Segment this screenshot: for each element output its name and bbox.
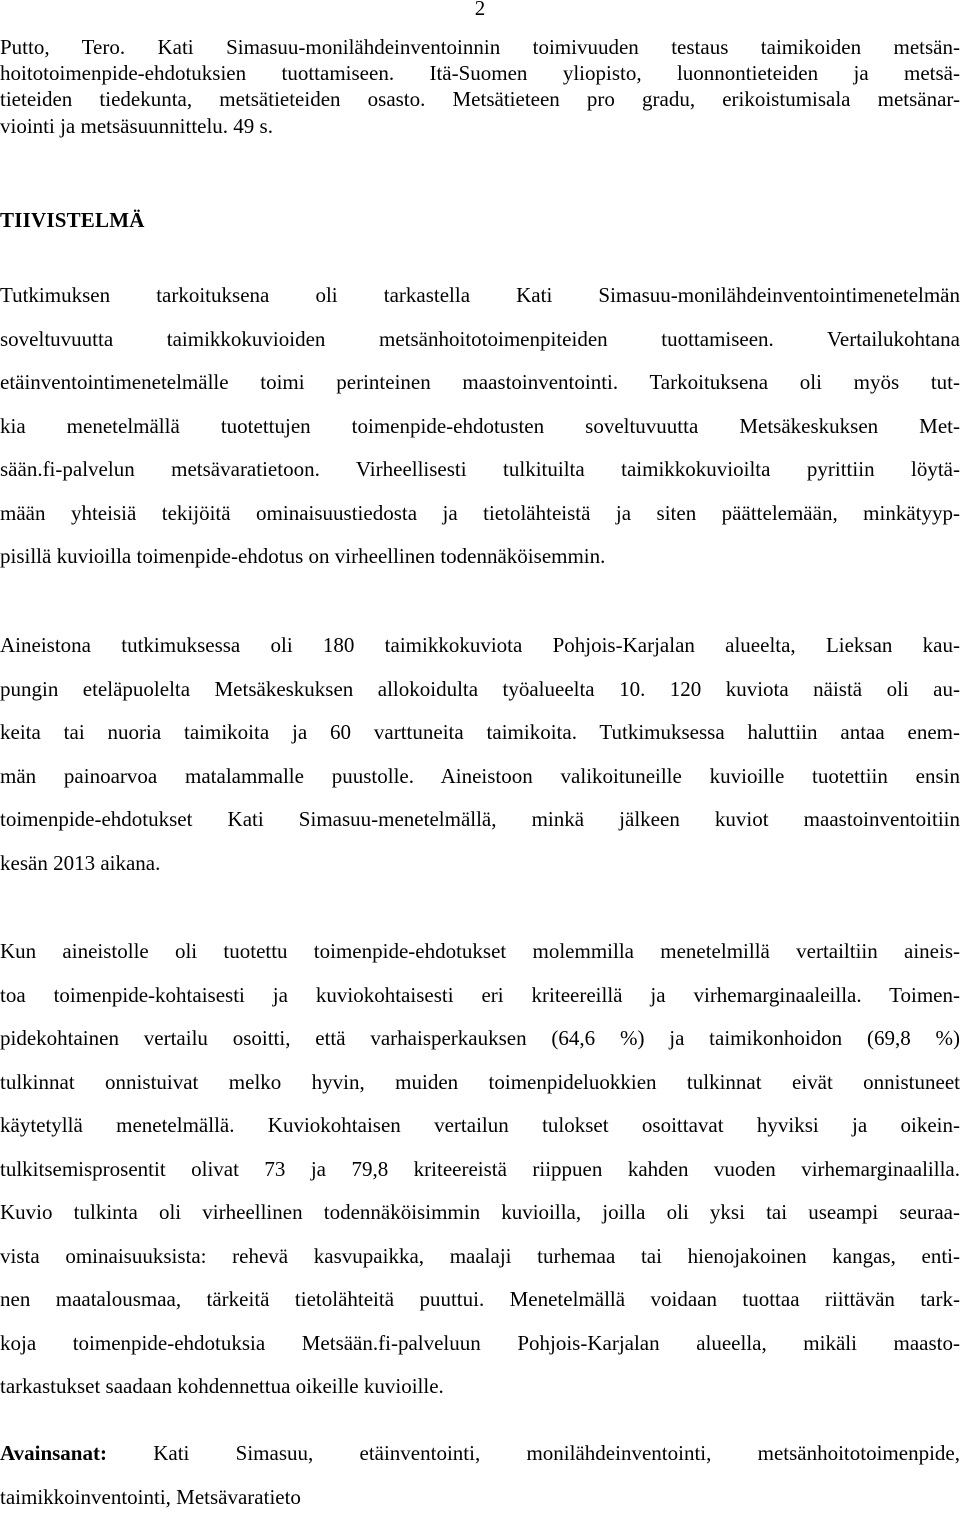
paragraph-line: män painoarvoa matalammalle puustolle. Aineistoon valikoituneille kuvioille tuotettiin ensin	[0, 763, 960, 788]
paragraph-line: tarkastukset saadaan kohdennettua oikeille kuvioille.	[0, 1374, 444, 1398]
paragraph-line: Kuvio tulkinta oli virheellinen todennäköisimmin kuvioilla, joilla oli yksi tai useampi seuraa-	[0, 1200, 960, 1224]
paragraph-line: pungin eteläpuolelta Metsäkeskuksen allokoidulta työalueelta 10. 120 kuviota näistä oli au-	[0, 676, 960, 701]
page-number: 2	[474, 0, 486, 20]
paragraph-line: nen maatalousmaa, tärkeitä tietolähteitä puuttui. Menetelmällä voidaan tuottaa riittävän tark-	[0, 1287, 960, 1311]
paragraph-line: kia menetelmällä tuotettujen toimenpide-ehdotusten soveltuvuutta Metsäkeskuksen Met-	[0, 413, 960, 438]
paragraph-line: käytetyllä menetelmällä. Kuviokohtaisen vertailun tulokset osoittavat hyviksi ja oikein-	[0, 1113, 960, 1137]
paragraph-line: soveltuvuutta taimikkokuvioiden metsänhoitotoimenpiteiden tuottamiseen. Vertailukohtana	[0, 326, 960, 351]
paragraph-line: mään yhteisiä tekijöitä ominaisuustiedosta ja tietolähteistä ja siten päättelemään, minkätyyp-	[0, 500, 960, 525]
paragraph-line: toa toimenpide-kohtaisesti ja kuviokohtaisesti eri kriteereillä ja virhemarginaaleilla. Toimen-	[0, 982, 960, 1007]
paragraph-line: kesän 2013 aikana.	[0, 850, 161, 875]
keywords-line-1	[0, 1432, 960, 1476]
paragraph-line: tulkitsemisprosentit olivat 73 ja 79,8 kriteereistä riippuen kahden vuoden virhemarginaalilla.	[0, 1156, 960, 1181]
paragraph-line: pidekohtainen vertailu osoitti, että varhaisperkauksen (64,6 %) ja taimikonhoidon (69,8 %)	[0, 1026, 960, 1050]
abstract-paragraph-3	[0, 930, 960, 1409]
reference-line: Putto, Tero. Kati Simasuu-monilähdeinventoinnin toimivuuden testaus taimikoiden metsän-	[0, 35, 960, 59]
keywords-label: Avainsanat:	[0, 1441, 107, 1465]
reference-line: viointi ja metsäsuunnittelu. 49 s.	[0, 113, 273, 138]
paragraph-line: keita tai nuoria taimikoita ja 60 varttuneita taimikoita. Tutkimuksessa haluttiin antaa enem-	[0, 720, 960, 744]
keywords	[0, 1432, 960, 1519]
reference-line: tieteiden tiedekunta, metsätieteiden osasto. Metsätieteen pro gradu, erikoistumisala metsänar-	[0, 87, 960, 112]
keywords-line-2: taimikkoinventointi, Metsävaratieto	[0, 1484, 301, 1509]
paragraph-line: pisillä kuvioilla toimenpide-ehdotus on virheellinen todennäköisemmin.	[0, 544, 606, 568]
keywords-text: Kati Simasuu, etäinventointi, monilähdeinventointi, metsänhoitotoimenpide,	[153, 1441, 960, 1465]
paragraph-line: etäinventointimenetelmälle toimi perinteinen maastoinventointi. Tarkoituksena oli myös tut-	[0, 370, 960, 394]
paragraph-line: toimenpide-ehdotukset Kati Simasuu-menetelmällä, minkä jälkeen kuviot maastoinventoitiin	[0, 807, 960, 831]
paragraph-line: sään.fi-palvelun metsävaratietoon. Virheellisesti tulkituilta taimikkokuvioilta pyrittiin löytä-	[0, 457, 960, 481]
paragraph-line: koja toimenpide-ehdotuksia Metsään.fi-palveluun Pohjois-Karjalan alueella, mikäli maasto-	[0, 1330, 960, 1355]
bibliographic-reference	[0, 34, 960, 139]
paragraph-line: tulkinnat onnistuivat melko hyvin, muiden toimenpideluokkien tulkinnat eivät onnistuneet	[0, 1069, 960, 1094]
paragraph-line: Kun aineistolle oli tuotettu toimenpide-ehdotukset molemmilla menetelmillä vertailtiin aineis-	[0, 939, 960, 963]
paragraph-line: Tutkimuksen tarkoituksena oli tarkastella Kati Simasuu-monilähdeinventointimenetelmän	[0, 283, 960, 307]
reference-line: hoitotoimenpide-ehdotuksien tuottamiseen. Itä-Suomen yliopisto, luonnontieteiden ja metsä-	[0, 61, 960, 86]
paragraph-line: vista ominaisuuksista: rehevä kasvupaikka, maalaji turhemaa tai hienojakoinen kangas, enti-	[0, 1243, 960, 1268]
abstract-paragraph-1	[0, 274, 960, 579]
abstract-paragraph-2	[0, 624, 960, 885]
paragraph-line: Aineistona tutkimuksessa oli 180 taimikkokuviota Pohjois-Karjalan alueelta, Lieksan kau-	[0, 633, 960, 657]
abstract-heading: TIIVISTELMÄ	[0, 208, 145, 232]
